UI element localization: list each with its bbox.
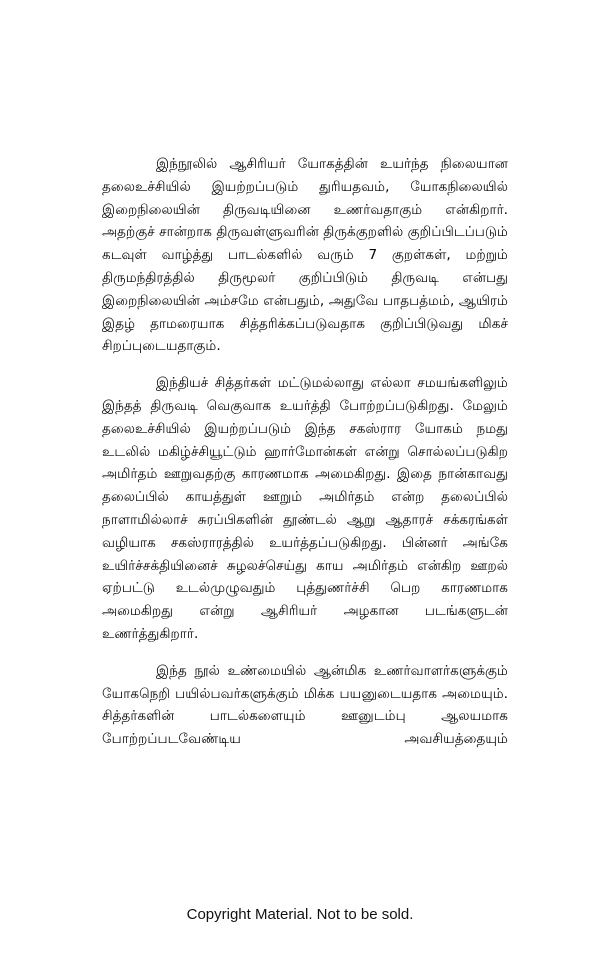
paragraph-3: இந்த நூல் உண்மையில் ஆன்மிக உணர்வாளர்களுக்கும் யோகநெறி பயில்பவர்களுக்கும் மிக்க பயனுடையதாக அமையும். சித்தர்களின் பாடல்களையும் ஊனுடம்பு ஆலயமாக போற்றப்படவேண்டிய அவசியத்தையும் bbox=[102, 662, 508, 748]
paragraph-2: இந்தியச் சித்தர்கள் மட்டுமல்லாது எல்லா சமயங்களிலும் இந்தத் திருவடி வெகுவாக உயர்த்தி போற்றப்படுகிறது. மேலும் தலைஉச்சியில் இயற்றப்படும் இந்த சகஸ்ரார யோகம் நமது உடலில் மகிழ்ச்சியூட்டும் ஹார்மோன்கள் என்று சொல்லப்படுகிற அமிர்தம் ஊறுவதற்கு காரணமாக அமைகிறது. இதை நான்காவது தலைப்பில் காயத்துள் ஊறும் அமிர்தம் என்ற தலைப்பில் நாளாமில்லாச் சுரப்பிகளின் தூண்டல் ஆறு ஆதாரச் சக்கரங்கள் வழியாக சகஸ்ராரத்தில் உயர்த்தப்படுகிறது. பின்னர் அங்கே உயிர்ச்சக்தியினைச் சுழலச்செய்து காய அமிர்தம் என்கிற ஊறல் ஏற்பட்டு உடல்முழுவதும் புத்துணர்ச்சி பெற காரணமாக அமைகிறது என்று ஆசிரியர் அழகான படங்களுடன் உணர்த்துகிறார். bbox=[102, 375, 508, 642]
paragraph-1: இந்நூலில் ஆசிரியர் யோகத்தின் உயர்ந்த நிலையான தலைஉச்சியில் இயற்றப்படும் துரியதவம், யோகநிலையில் இறைநிலையின் திருவடியினை உணர்வதாகும் என்கிறார். அதற்குச் சான்றாக திருவள்ளுவரின் திருக்குறளில் குறிப்பிடப்படும் கடவுள் வாழ்த்து பாடல்களில் வரும் 7 குறள்கள், மற்றும் திருமந்திரத்தில் திருமூலர் குறிப்பிடும் திருவடி என்பது இறைநிலையின் அம்சமே என்பதும், அதுவே பாதபத்மம், ஆயிரம் இதழ் தாமரையாக சித்தரிக்கப்படுவதாக குறிப்பிடுவது மிகச் சிறப்புடையதாகும். bbox=[102, 156, 508, 355]
page-body bbox=[102, 153, 508, 751]
copyright-footer: Copyright Material. Not to be sold. bbox=[186, 906, 414, 923]
